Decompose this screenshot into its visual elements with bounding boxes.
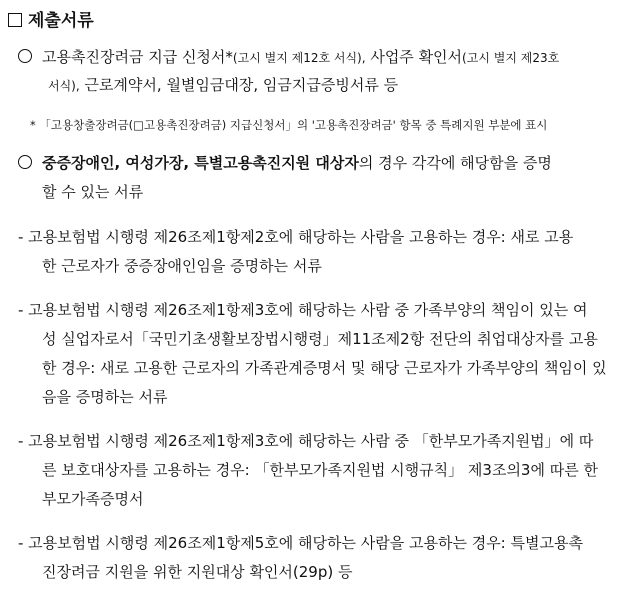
circle-bullet-icon (18, 49, 32, 63)
sub3-line3: 부모가족증명서 (42, 490, 144, 508)
item1-line1: 고용촉진장려금 지급 신청서*(고시 별지 제12호 서식), 사업주 확인서(고시 별지 제23호 (18, 46, 559, 67)
sub2-line1: - 고용보험법 시행령 제26조제1항제3호에 해당하는 사람 중 가족부양의 책임이 있는 여 (18, 301, 588, 319)
sub2-line3: 한 경우: 새로 고용한 근로자의 가족관계증명서 및 해당 근로자가 가족부양의 책임이 있 (42, 359, 607, 377)
sub2-line2: 성 실업자로서「국민기초생활보장법시행령」제11조제2항 전단의 취업대상자를 고용 (42, 330, 598, 348)
item2-line2: 할 수 있는 서류 (42, 183, 144, 201)
footnote: * 「고용창출장려금(□고용촉진장려금) 지급신청서」의 '고용촉진장려금' 항목 중 특례지원 부분에 표시 (30, 118, 548, 132)
square-bullet-icon (8, 13, 22, 27)
item2-line1: 중증장애인, 여성가장, 특별고용촉진지원 대상자의 경우 각각에 해당함을 증명 (18, 152, 552, 173)
sub4-line2: 진장려금 지원을 위한 지원대상 확인서(29p) 등 (42, 563, 353, 581)
sub3-line2: 른 보호대상자를 고용하는 경우: 「한부모가족지원법 시행규칙」 제3조의3에 따른 한 (42, 461, 598, 479)
sub2-line4: 음을 증명하는 서류 (42, 388, 168, 406)
section-title: 제출서류 (28, 11, 94, 31)
sub4-line1: - 고용보험법 시행령 제26조제1항제5호에 해당하는 사람을 고용하는 경우: 특별고용촉 (18, 534, 583, 552)
sub1-line1: - 고용보험법 시행령 제26조제1항제2호에 해당하는 사람을 고용하는 경우: 새로 고용 (18, 228, 574, 246)
section-heading (8, 6, 94, 31)
sub1-line2: 한 근로자가 중증장애인임을 증명하는 서류 (42, 257, 322, 275)
sub3-line1: - 고용보험법 시행령 제26조제1항제3호에 해당하는 사람 중 「한부모가족지원법」에 따 (18, 432, 594, 450)
circle-bullet-icon (18, 155, 32, 169)
item1-line2: 서식), 근로계약서, 월별임금대장, 임금지급증빙서류 등 (48, 76, 399, 94)
